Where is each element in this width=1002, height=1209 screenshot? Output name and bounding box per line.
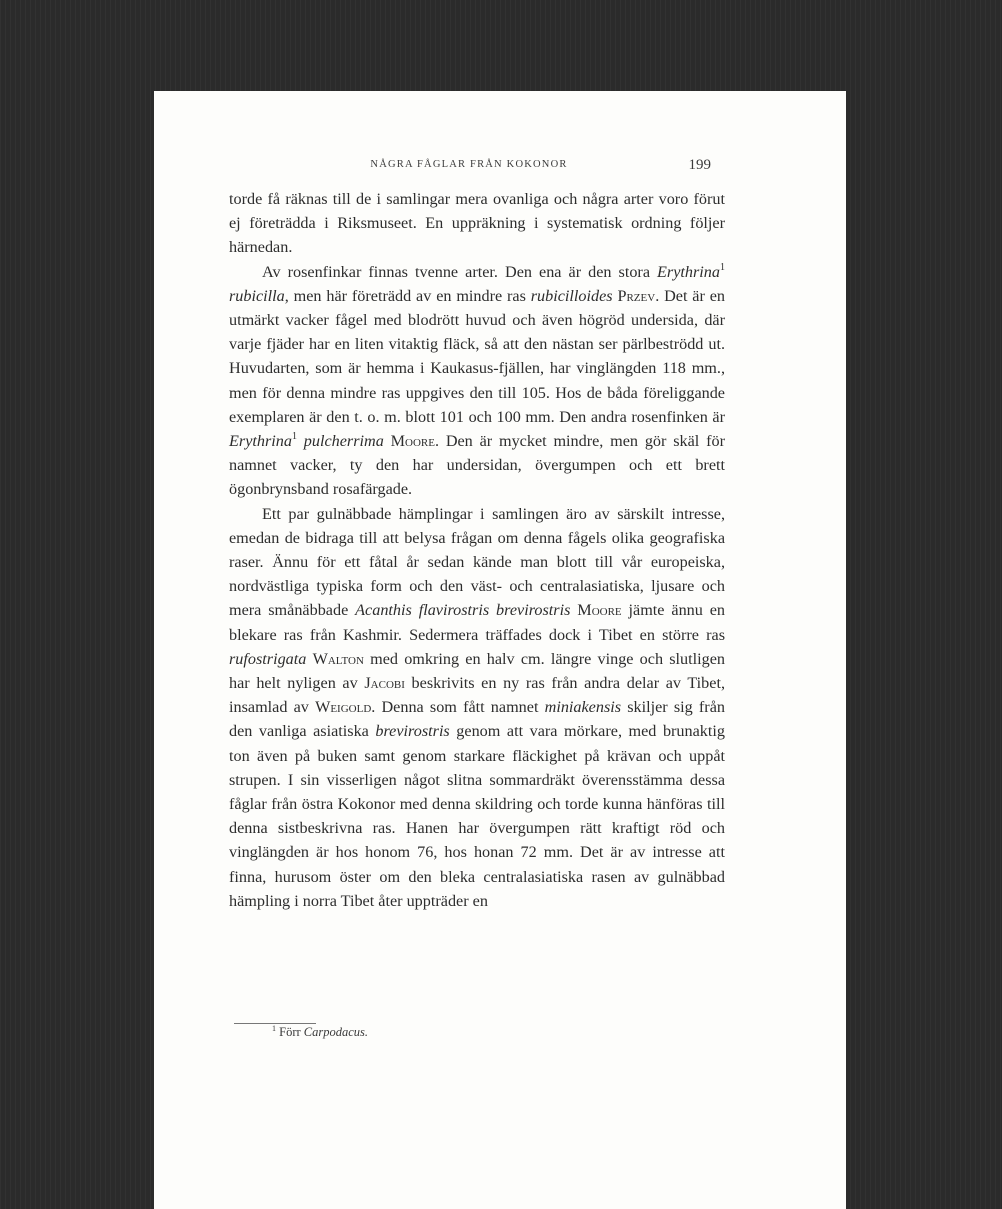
species-name: Erythrina	[229, 432, 292, 451]
paragraph	[229, 260, 725, 502]
text-run: genom att vara mörkare, med brunaktig ton även på buken samt genom starkare fläckighet på krävan och uppåt strupen. I sin visserligen något slitna sommardräkt överensstämma dessa fåglar från östra Kokonor med denna skildring och torde kunna hänföras till denna sistbeskrivna ras. Hanen har övergumpen rätt kraftigt röd och vinglängden är hos honom 76, hos honan 72 mm. Det är av intresse att finna, hurusom öster om den bleka centralasiatiska rasen av gulnäbbad hämpling i norra Tibet åter uppträder en	[229, 722, 725, 910]
text-run: . Denna som fått namnet	[371, 698, 545, 717]
paragraph: torde få räknas till de i samlingar mera ovanliga och några arter voro förut ej företrädda i Riksmuseet. En uppräkning i systematisk ordning följer härnedan.	[229, 190, 725, 257]
species-name: brevirostris	[375, 722, 450, 741]
footnote-ref: 1	[720, 261, 725, 273]
text-run: beskrivits en ny ras från andra delar av Tibet, insamlad av	[229, 674, 725, 717]
species-name: Erythrina	[657, 262, 720, 281]
species-name: rubicilla	[229, 286, 285, 305]
paragraph	[229, 502, 725, 913]
text-run: med omkring en halv cm. längre vinge och slutligen har helt nyligen av	[229, 649, 726, 693]
author-name: Moore	[577, 601, 622, 620]
footnote-marker: 1	[272, 1024, 276, 1033]
species-name: rubicilloides	[530, 286, 613, 305]
footnote	[272, 1025, 368, 1040]
page-number: 199	[688, 157, 711, 173]
text-run: , men här företrädd av en mindre ras	[284, 286, 531, 305]
text-run: skiljer sig från den vanliga asiatiska	[229, 698, 725, 741]
species-name: pulcherrima	[303, 432, 384, 451]
author-name: Weigold	[315, 698, 372, 717]
author-name: Jacobi	[364, 674, 405, 693]
author-name: Moore	[390, 432, 435, 451]
body-text	[229, 187, 725, 913]
book-page	[154, 91, 846, 1209]
footnote-genus: Carpodacus.	[303, 1025, 369, 1039]
footnote-text: Förr	[279, 1025, 304, 1039]
text-run: Av rosenfinkar finnas tvenne arter. Den ena är den stora	[262, 262, 658, 281]
text-run	[384, 432, 391, 450]
species-name: rufostrigata	[229, 649, 307, 668]
author-name: Walton	[312, 649, 364, 668]
text-run: jämte ännu en blekare ras från Kashmir. Sedermera träffades dock i Tibet en större ras	[229, 601, 726, 644]
text-run: . Den är mycket mindre, men gör skäl för namnet vacker, ty den har undersidan, övergumpen och ett brett ögonbrynsband rosafärgade.	[229, 432, 725, 499]
author-name: Przev	[617, 286, 656, 305]
running-title: NÅGRA FÅGLAR FRÅN KOKONOR	[370, 159, 568, 170]
species-name: miniakensis	[544, 698, 622, 717]
text-run: Ett par gulnäbbade hämplingar i samlingen äro av särskilt intresse, emedan de bidraga till att belysa frågan om denna fågels olika geografiska raser. Ännu för ett fåtal år sedan kände man blott till vår europeiska, nordvästliga typiska form och den väst- och centralasiatiska, ljusare och mera smånäbbade	[229, 504, 725, 620]
species-name: Acanthis flavirostris brevirostris	[355, 601, 571, 620]
page-header	[154, 159, 846, 179]
footnote-ref: 1	[291, 431, 297, 443]
text-run: . Det är en utmärkt vacker fågel med blodrött huvud och även högröd undersida, där varje fjäder har en liten vitaktig fläck, så att den nästan ser pärlbeströdd ut. Huvudarten, som är hemma i Kaukasus-fjällen, har vinglängden 118 mm., men för denna mindre ras uppgives den till 105. Hos de båda föreliggande exemplaren är den t. o. m. blott 101 och 100 mm. Den andra rosenfinken är	[229, 286, 726, 426]
